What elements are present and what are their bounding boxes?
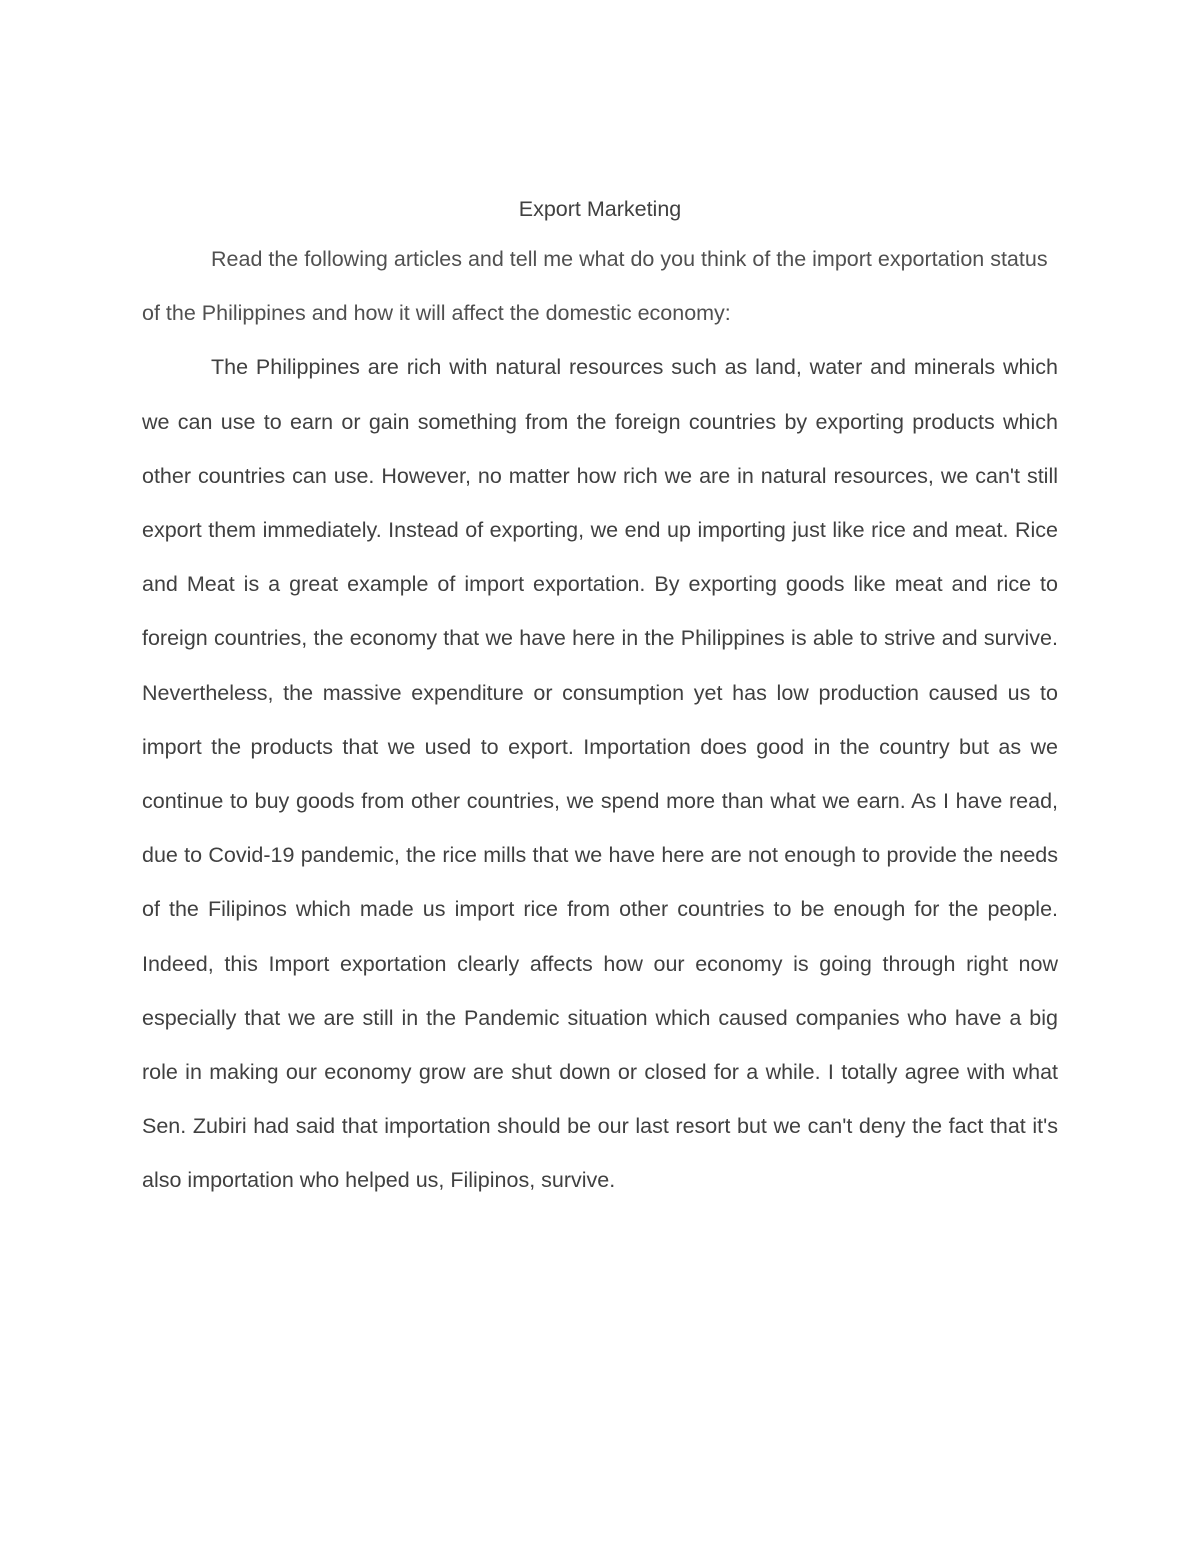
document-body: [142, 186, 1058, 1208]
essay-paragraph: The Philippines are rich with natural resources such as land, water and minerals which we can use to earn or gain something from the foreign countries by exporting products which other countries can use. However, no matter how rich we are in natural resources, we can't still export them immediately. Instead of exporting, we end up importing just like rice and meat. Rice and Meat is a great example of import exportation. By exporting goods like meat and rice to foreign countries, the economy that we have here in the Philippines is able to strive and survive. Nevertheless, the massive expenditure or consumption yet has low production caused us to import the products that we used to export. Importation does good in the country but as we continue to buy goods from other countries, we spend more than what we earn. As I have read, due to Covid-19 pandemic, the rice mills that we have here are not enough to provide the needs of the Filipinos which made us import rice from other countries to be enough for the people. Indeed, this Import exportation clearly affects how our economy is going through right now especially that we are still in the Pandemic situation which caused companies who have a big role in making our economy grow are shut down or closed for a while. I totally agree with what Sen. Zubiri had said that importation should be our last resort but we can't deny the fact that it's also importation who helped us, Filipinos, survive.: [142, 355, 1058, 1193]
document-title: Export Marketing: [518, 197, 682, 221]
assignment-prompt: Read the following articles and tell me what do you think of the import exportation status of the Philippines and how it will affect the domestic economy:: [142, 247, 1048, 326]
